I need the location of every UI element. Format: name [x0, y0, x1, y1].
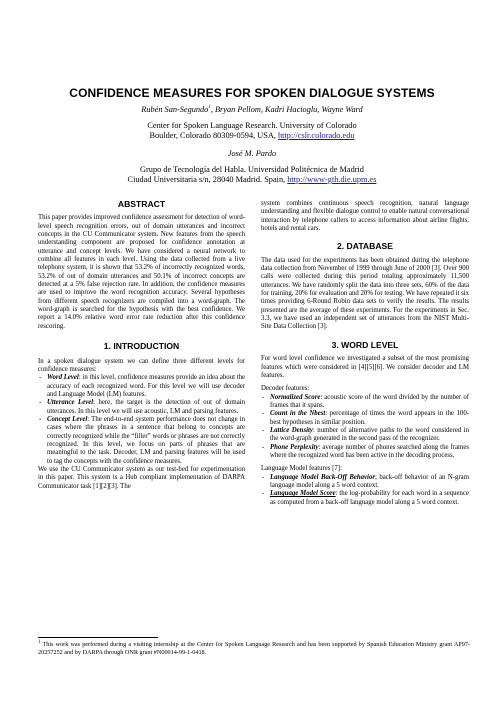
introduction-paragraph-1: In a spoken dialogue system we can define three different levels for confidence measures: — [38, 357, 245, 373]
list-item-term: Language Model Score — [270, 490, 336, 498]
list-item-term: Word Level — [47, 374, 79, 382]
footnote-number: 1 — [38, 639, 41, 645]
list-item-term: Phone Perplexity — [270, 443, 319, 451]
abstract-text: This paper provides improved confidence assessment for detection of word-level speech recognition errors, out of domain utterances and incorrect concepts in the CU Communicator system. New features from the speech understanding component are proposed for confidence annotation at utterance and concept levels. We have considered a neural network to combine all features in each level. Using the data collected from a live telephony system, it is shown that 53.2% of incorrectly recognized words, 53.2% of out of domain utterances and 50.1% of incorrect concepts are detected at a 5% false rejection rate. In addition, the confidence measures are used to improve the word recognition accuracy. Several hypotheses from different speech recognizers are compiled into a word-graph. The word-graph is searched for the hypothesis with the best confidence. We report a 14.0% relative word error rate reduction after this confidence rescoring. — [38, 214, 245, 330]
footnote — [38, 641, 470, 657]
list-item: - Count in the Nbest: percentage of times the word appears in the 100-best hypotheses in similar position. — [262, 410, 469, 426]
footnote-divider — [38, 637, 158, 638]
word-level-heading: 3. WORD LEVEL — [331, 339, 399, 350]
word-level-paragraph: For word level confidence we investigated a subset of the most promising features which were considered in [4][5][6]. We consider decoder and LM features. — [261, 355, 469, 379]
list-item-text: ; back-off behavior of an N-gram language model along a 5 word context. — [270, 473, 469, 489]
list-item-term: Normalized Score — [270, 393, 321, 401]
affiliation-2-url-link[interactable]: http://www-gth.die.upm.es — [287, 175, 377, 184]
list-item: - Utterance Level: here, the target is the detection of out of domain utterances. In this level we will use acoustic, LM and parsing features. — [39, 399, 245, 415]
affiliation-1-line-2 — [0, 131, 504, 141]
list-item-term: Utterance Level — [47, 399, 94, 407]
decoder-features-label: Decoder features: — [261, 385, 310, 393]
list-item: - Language Model Back-Off Behavior; back-off behavior of an N-gram language model along a 5 word context. — [262, 473, 469, 489]
affiliation-2-address: Ciudad Universitaria s/n, 28040 Madrid. Spain, — [127, 175, 286, 184]
list-item-term: Language Model Back-Off Behavior — [270, 473, 375, 481]
list-item-text: : here, the target is the detection of out of domain utterances. In this level we will use acoustic, LM and parsing features. — [47, 399, 245, 415]
list-item: - Lattice Density: number of alternative paths to the word considered in the word-graph generated in the second pass of the recognizer. — [262, 426, 470, 443]
affiliation-1-line-1: Center for Spoken Language Research. University of Colorado — [147, 121, 357, 130]
list-item-text: : average number of phones searched along the frames where the recognized word has been active in the decoding process. — [270, 443, 469, 459]
list-item-text: : number of alternative paths to the word considered in the word-graph generated in the second pass of the recognizer. — [270, 426, 470, 443]
list-item-text: : in this level, confidence measures provide an idea about the accuracy of each recognized word. For this level we will use decoder and Language Model (LM) features. — [47, 374, 245, 398]
footnote-text: This work was performed during a visiting internship at the Center for Spoken Language Research and has been supported by Spanish Education Ministry grant AP97-20257252 and by DARPA through ONR grant #N00014-99-1-0418. — [38, 641, 470, 656]
database-heading: 2. DATABASE — [336, 241, 394, 252]
right-column — [261, 200, 469, 507]
introduction-paragraph-2: We use the CU Communicator system as our test-bed for experimentation in this paper. This system is a Hub compliant implementation of DARPA Communicator task [1][2][3]. The — [38, 465, 245, 490]
affiliation-1-address: Boulder, Colorado 80309-0594, USA, — [149, 131, 276, 140]
list-item-term: Lattice Density — [270, 426, 313, 434]
list-item: - Concept Level: The end-to-end system performance does not change in cases where the phrases in a sentence that belong to concepts are correctly recognized while the “filler” words or phrases are not correctly recognized. In this level, we focus on parts of phrases that are meaningful to the task. Decoder, LM and parsing features will be used to tag the concepts with the confidence measures. — [39, 415, 246, 465]
database-paragraph: The data used for the experiments has been obtained during the telephone data collection from November of 1999 through June of 2000 [3]. Over 900 calls were collected during this period totaling approximately 11,500 utterances. We have randomly split the data into three sets, 60% of the data for training, 20% for evaluation and 20% for testing. We have repeated it six times providing 6-Round Robin data sets to verify the results. The results presented are the average of these experiments. For the experiments in Sec. 3.3, we have used an independent set of utterances from the NIST Multi-Site Data Collection [3]. — [261, 256, 469, 331]
lm-features-label: Language Model features [7]: — [261, 465, 342, 473]
list-item: - Phone Perplexity: average number of phones searched along the frames where the recognized word has been active in the decoding process. — [262, 443, 469, 459]
affiliation-2-line-2 — [0, 175, 504, 185]
affiliation-1-url-link[interactable]: http://cslr.colorado.edu — [278, 131, 355, 140]
footnote-marker: 1 — [208, 105, 211, 111]
list-item-term: Concept Level — [47, 415, 88, 423]
list-item-text: : acoustic score of the word divided by the number of frames that it spans. — [270, 393, 470, 409]
system-description-paragraph: system combines continuous speech recognition, natural language understanding and flexible dialogue control to enable natural conversational interaction by telephone callers to access information about airline flights, hotels and rental cars. — [261, 200, 469, 233]
second-author: José M. Pardo — [227, 149, 277, 158]
introduction-heading: 1. INTRODUCTION — [103, 341, 180, 352]
affiliation-2-line-1: Grupo de Tecnología del Habla. Universidad Politécnica de Madrid — [140, 165, 364, 174]
first-author: Rubén San-Segundo — [141, 105, 209, 114]
abstract-heading: ABSTRACT — [117, 199, 166, 209]
list-item-text: : the log-probability for each word in a sequence as computed from a back-off language model along a 5 word context. — [270, 490, 469, 506]
list-item-term: Count in the Nbest — [270, 410, 326, 418]
list-item-text: : percentage of times the word appears in the 100-best hypotheses in similar position. — [270, 410, 469, 426]
author-line-1 — [0, 105, 504, 115]
list-item: - Language Model Score: the log-probability for each word in a sequence as computed from a back-off language model along a 5 word context. — [262, 490, 469, 506]
list-item: - Normalized Score: acoustic score of the word divided by the number of frames that it spans. — [262, 393, 470, 409]
co-authors: , Bryan Pellom, Kadri Hacioglu, Wayne Ward — [210, 105, 363, 114]
list-item: - Word Level: in this level, confidence measures provide an idea about the accuracy of each recognized word. For this level we will use decoder and Language Model (LM) features. — [39, 374, 245, 398]
list-item-text: : The end-to-end system performance does not change in cases where the phrases in a sentence that belong to concepts are correctly recognized while the “filler” words or phrases are not correctly recognized. In this level, we focus on parts of phrases that are meaningful to the task. Decoder, LM and parsing features will be used to tag the concepts with the confidence measures. — [47, 415, 246, 465]
paper-title: CONFIDENCE MEASURES FOR SPOKEN DIALOGUE SYSTEMS — [69, 86, 435, 100]
left-column — [38, 200, 245, 491]
